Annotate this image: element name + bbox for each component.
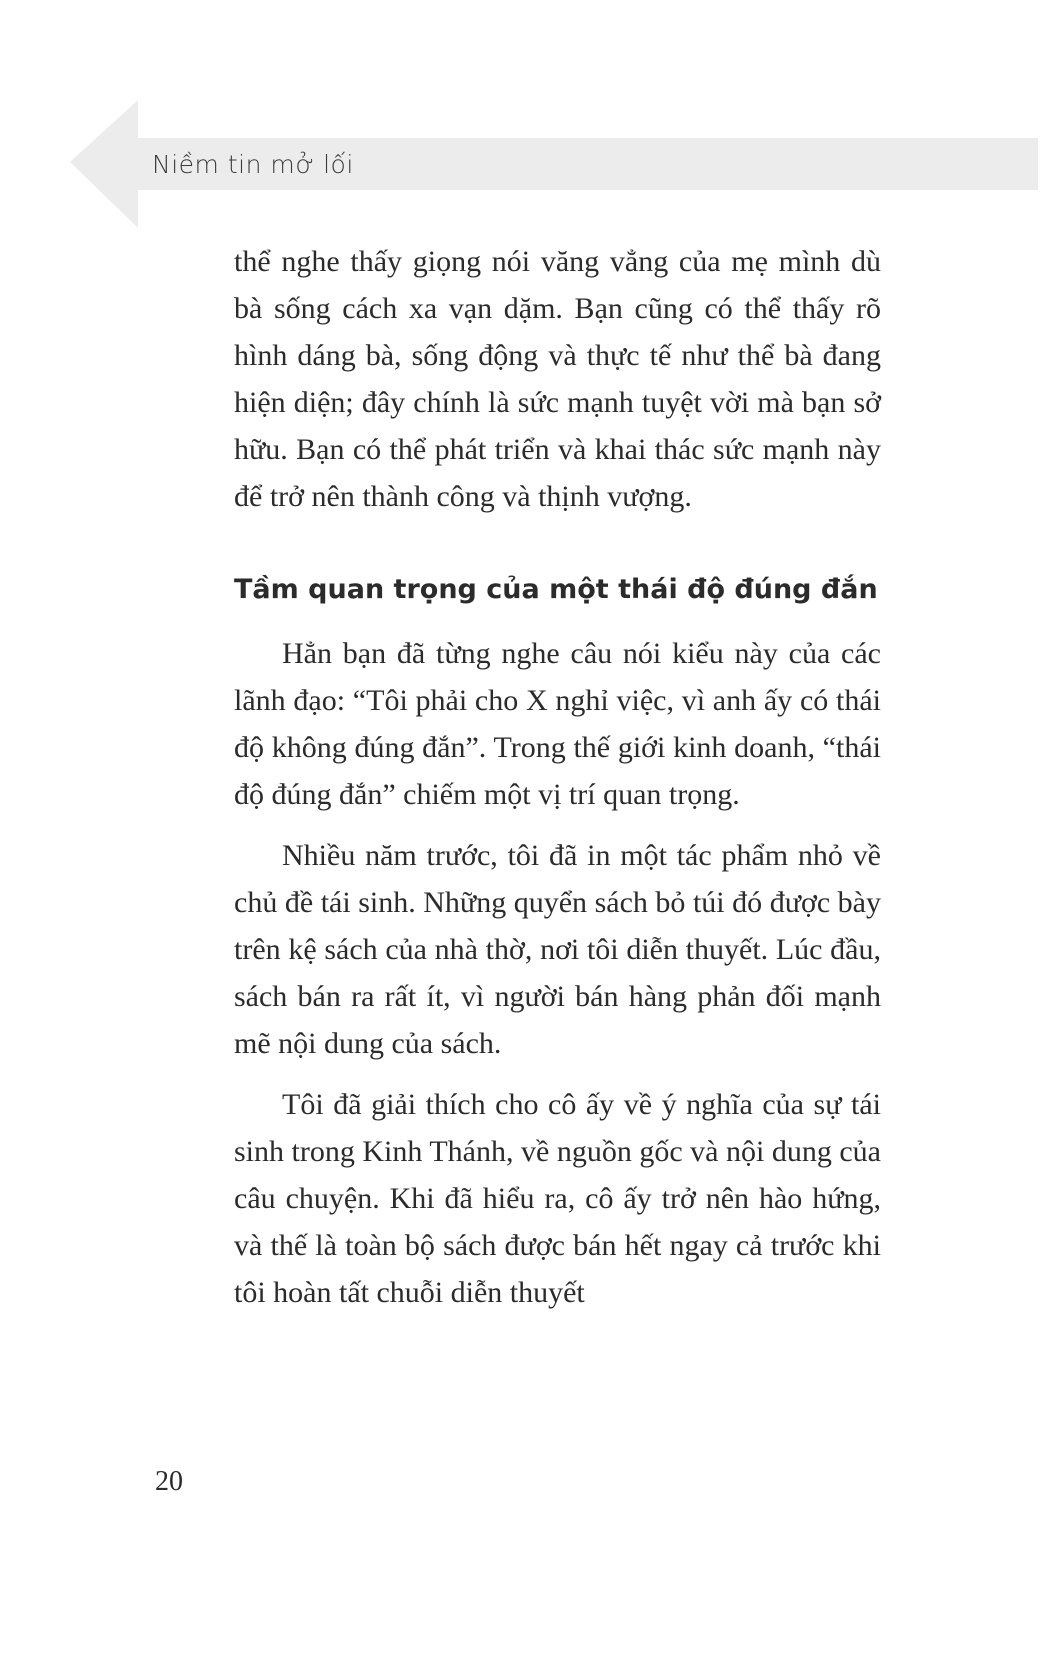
page-number: 20 [155,1466,183,1497]
running-header-title: Niềm tin mở lối [152,150,354,179]
page-body [234,238,881,1316]
paragraph-intro: thể nghe thấy giọng nói văng vẳng của mẹ mình dù bà sống cách xa vạn dặm. Bạn cũng có thể thấy rõ hình dáng bà, sống động và thực tế như thể bà đang hiện diện; đây chính là sức mạnh tuyệt vời mà bạn sở hữu. Bạn có thể phát triển và khai thác sức mạnh này để trở nên thành công và thịnh vượng. [234,245,881,513]
paragraph-1: Hẳn bạn đã từng nghe câu nói kiểu này của các lãnh đạo: “Tôi phải cho X nghỉ việc, vì anh ấy có thái độ không đúng đắn”. Trong thế giới kinh doanh, “thái độ đúng đắn” chiếm một vị trí quan trọng. [234,637,881,811]
paragraph-3: Tôi đã giải thích cho cô ấy về ý nghĩa của sự tái sinh trong Kinh Thánh, về nguồn gốc và nội dung của câu chuyện. Khi đã hiểu ra, cô ấy trở nên hào hứng, và thế là toàn bộ sách được bán hết ngay cả trước khi tôi hoàn tất chuỗi diễn thuyết [234,1088,881,1309]
section-heading: Tầm quan trọng của một thái độ đúng đắn [234,574,878,605]
paragraph-2: Nhiều năm trước, tôi đã in một tác phẩm nhỏ về chủ đề tái sinh. Những quyển sách bỏ túi đó được bày trên kệ sách của nhà thờ, nơi tôi diễn thuyết. Lúc đầu, sách bán ra rất ít, vì người bán hàng phản đối mạnh mẽ nội dung của sách. [234,839,881,1060]
